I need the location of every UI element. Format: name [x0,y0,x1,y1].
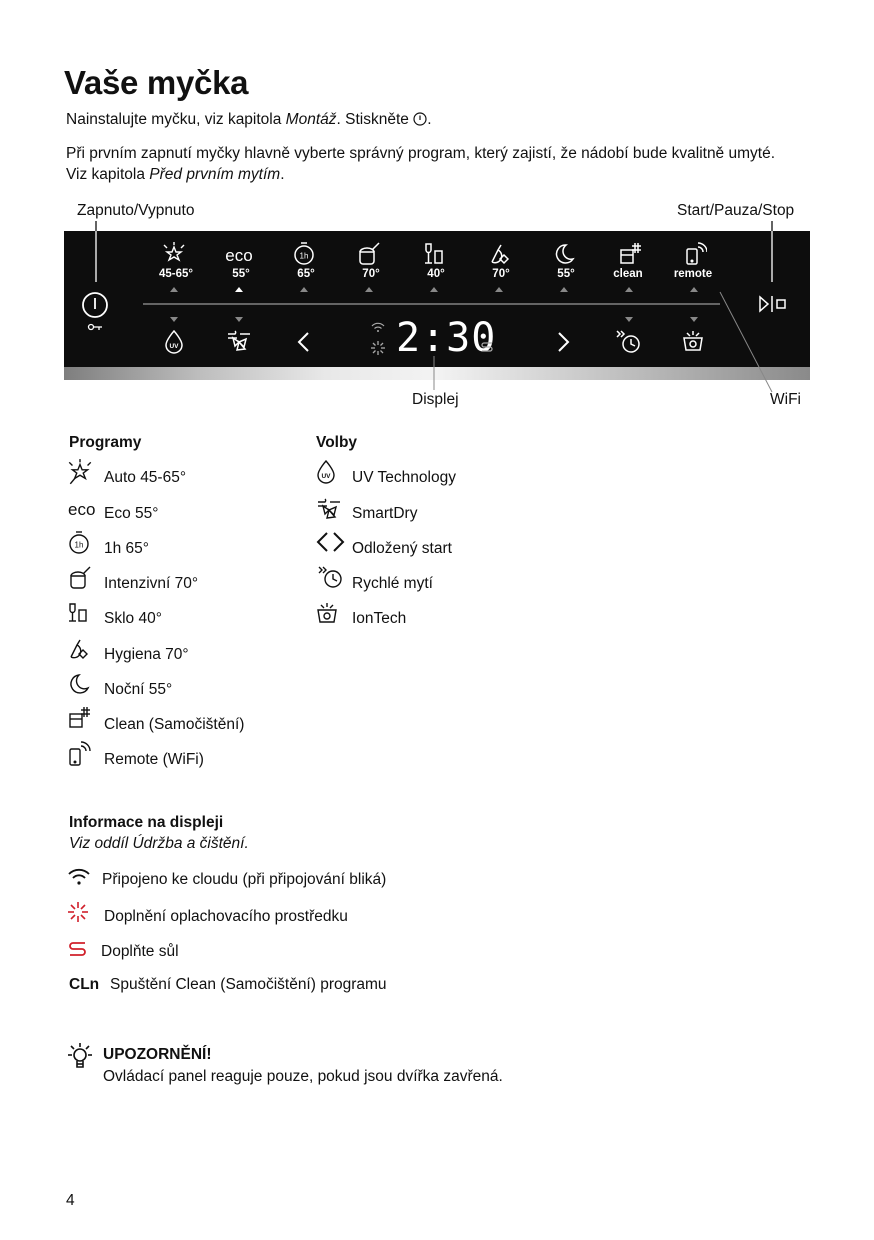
night-icon [66,672,96,700]
option-item: UV Technology [352,469,456,486]
panel-quick-button[interactable] [598,329,658,355]
display-rinse-aid-icon [370,340,386,361]
panel-program-label: 45-65° [158,268,193,280]
panel-program-label: clean [613,268,643,280]
smartdry-icon [315,497,345,525]
panel-program-label: 65° [297,268,315,280]
cln-code: CLn [69,976,100,993]
intro-text: . [427,111,432,128]
indicator-up [690,287,698,292]
indicator-up-active [235,287,243,292]
callout-start: Start/Pauza/Stop [677,202,795,219]
indicator-up [560,287,568,292]
intro-chapter-link: Před prvním mytím [149,166,281,183]
indicator-down [690,317,698,322]
warning-text: Ovládací panel reaguje pouze, pokud jsou dvířka zavřená. [103,1068,503,1085]
svg-text:UV: UV [169,343,179,350]
panel-program-label: 70° [492,268,510,280]
programs-heading: Programy [69,434,142,451]
delay-icon [316,530,346,558]
options-heading: Volby [316,434,358,451]
program-item: Sklo 40° [104,610,162,627]
intro-line-2: Při prvním zapnutí myčky hlavně vyberte správný program, který zajistí, že nádobí bude kvalitně umyté. [66,145,776,162]
1h-icon [67,530,97,558]
panel-next-button[interactable] [533,329,593,355]
program-item: Intenzivní 70° [104,575,199,592]
indicator-up [365,287,373,292]
panel-program-label: 40° [427,268,445,280]
display-info-item: Spuštění Clean (Samočištění) programu [110,976,387,993]
panel-night-icon[interactable] [534,241,594,267]
indicator-up [300,287,308,292]
svg-text:1h: 1h [299,251,309,261]
program-item: Eco 55° [104,505,159,522]
display-time: 2:30 [396,315,497,361]
uv-icon [315,459,345,487]
indicator-down [170,317,178,322]
warning-title: UPOZORNĚNÍ! [103,1046,212,1063]
display-info-item: Připojeno ke cloudu (při připojování bliká) [102,871,387,888]
program-item: Noční 55° [104,681,173,698]
lightbulb-icon [64,1040,98,1079]
program-item: Auto 45-65° [104,469,187,486]
iontech-icon [315,601,345,629]
start-pause-button[interactable] [758,294,788,319]
display-salt-icon [480,340,494,359]
panel-clean-icon[interactable] [599,241,659,267]
panel-intensive-icon[interactable] [339,241,399,267]
panel-prev-button[interactable] [274,329,334,355]
intro-text: Viz kapitola [66,166,150,183]
program-item: Clean (Samočištění) [104,716,245,733]
wifi-icon [67,866,97,894]
page-number: 4 [66,1192,75,1209]
panel-auto-icon[interactable] [144,241,204,267]
program-item: Remote (WiFi) [104,751,204,768]
salt-icon [67,940,97,968]
hygiene-icon [66,636,96,664]
option-item: Odložený start [352,540,452,557]
rinse-aid-icon [66,900,96,928]
indicator-up [170,287,178,292]
program-item: 1h 65° [104,540,149,557]
display-info-item: Doplnění oplachovacího prostředku [104,908,348,925]
eco-icon: eco [68,500,96,519]
power-button[interactable] [80,290,112,339]
program-item: Hygiena 70° [104,646,189,663]
intro-text: . [280,166,285,183]
page-title: Vaše myčka [64,64,249,101]
panel-1h-icon[interactable] [274,241,334,267]
svg-text:UV: UV [321,473,331,480]
panel-glass-icon[interactable] [404,241,464,267]
panel-smartdry-button[interactable] [209,329,269,355]
callout-wifi: WiFi [770,391,801,408]
intro-text: Nainstalujte myčku, viz kapitola [66,111,286,128]
indicator-down [625,317,633,322]
callout-display: Displej [412,391,459,408]
intensive-icon [66,565,96,593]
panel-program-label: 55° [557,268,575,280]
display-info-item: Doplňte sůl [101,943,179,960]
glass-icon [66,601,96,629]
panel-program-label: 55° [232,268,250,280]
panel-remote-icon[interactable] [664,241,724,267]
option-item: IonTech [352,610,407,627]
panel-iontech-button[interactable] [663,329,723,355]
display-info-heading: Informace na displeji [69,814,224,831]
svg-text:1h: 1h [74,540,84,550]
clean-icon [66,705,96,733]
indicator-up [495,287,503,292]
display-wifi-icon [370,320,386,338]
eco-icon: eco [225,246,253,265]
auto-icon [66,458,96,486]
indicator-up [430,287,438,292]
panel-hygiene-icon[interactable] [469,241,529,267]
display-info-subheading: Viz oddíl Údržba a čištění. [69,835,249,852]
indicator-up [625,287,633,292]
remote-icon [66,740,96,768]
callout-power: Zapnuto/Vypnuto [77,202,195,219]
panel-uv-button[interactable] [144,329,204,355]
option-item: SmartDry [352,505,418,522]
panel-program-label: 70° [362,268,380,280]
intro-chapter-link: Montáž [285,111,337,128]
panel-eco-icon[interactable] [209,241,269,267]
intro-text: . Stiskněte [336,111,414,128]
indicator-down [235,317,243,322]
quick-icon [315,565,345,593]
option-item: Rychlé mytí [352,575,433,592]
panel-program-label: remote [673,268,713,280]
